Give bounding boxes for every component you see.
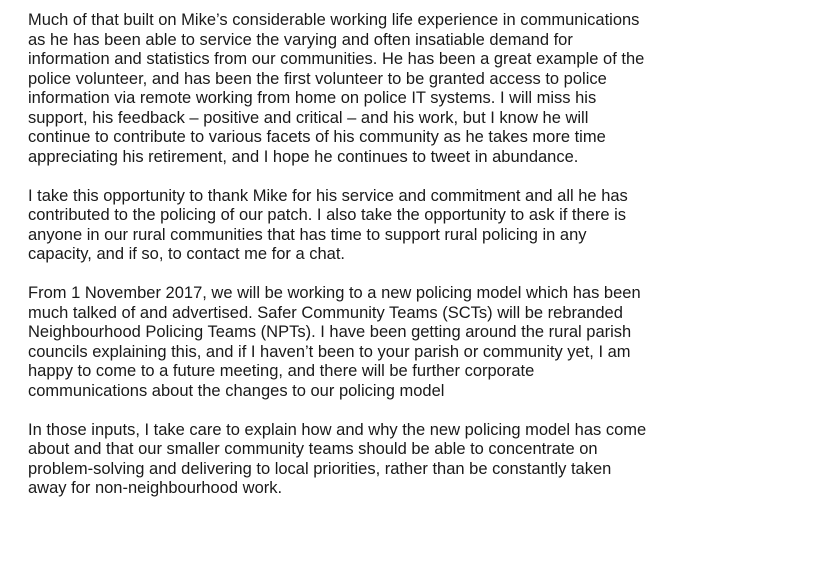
paragraph-inputs-explanation: In those inputs, I take care to explain how and why the new policing model has come about and that our smaller community teams should be able to concentrate on problem-solving and delivering to local priorities, rather than be constantly taken away for non-neighbourhood work.	[28, 420, 647, 497]
paragraph-thanks-mike: I take this opportunity to thank Mike for his service and commitment and all he has contributed to the policing of our patch. I also take the opportunity to ask if there is anyone in our rural communities that has time to support rural policing in any capacity, and if so, to contact me for a chat.	[28, 186, 628, 263]
paragraph-new-policing-model: From 1 November 2017, we will be working to a new policing model which has been much talked of and advertised. Safer Community Teams (SCTs) will be rebranded Neighbourhood Policing Teams (NPTs). I have been getting around the rural parish councils explaining this, and if I haven’t been to your parish or community yet, I am happy to come to a future meeting, and there will be further corporate communications about the changes to our policing model	[28, 284, 641, 400]
paragraph-mike-experience: Much of that built on Mike’s considerable working life experience in communications as he has been able to service the varying and often insatiable demand for information and statistics from our communities. He has been a great example of the police volunteer, and has been the first volunteer to be granted access to police information via remote working from home on police IT systems. I will miss his support, his feedback – positive and critical – and his work, but I know he will continue to contribute to various facets of his community as he takes more time appreciating his retirement, and I hope he continues to tweet in abundance.	[28, 11, 645, 166]
document-body	[28, 11, 818, 518]
